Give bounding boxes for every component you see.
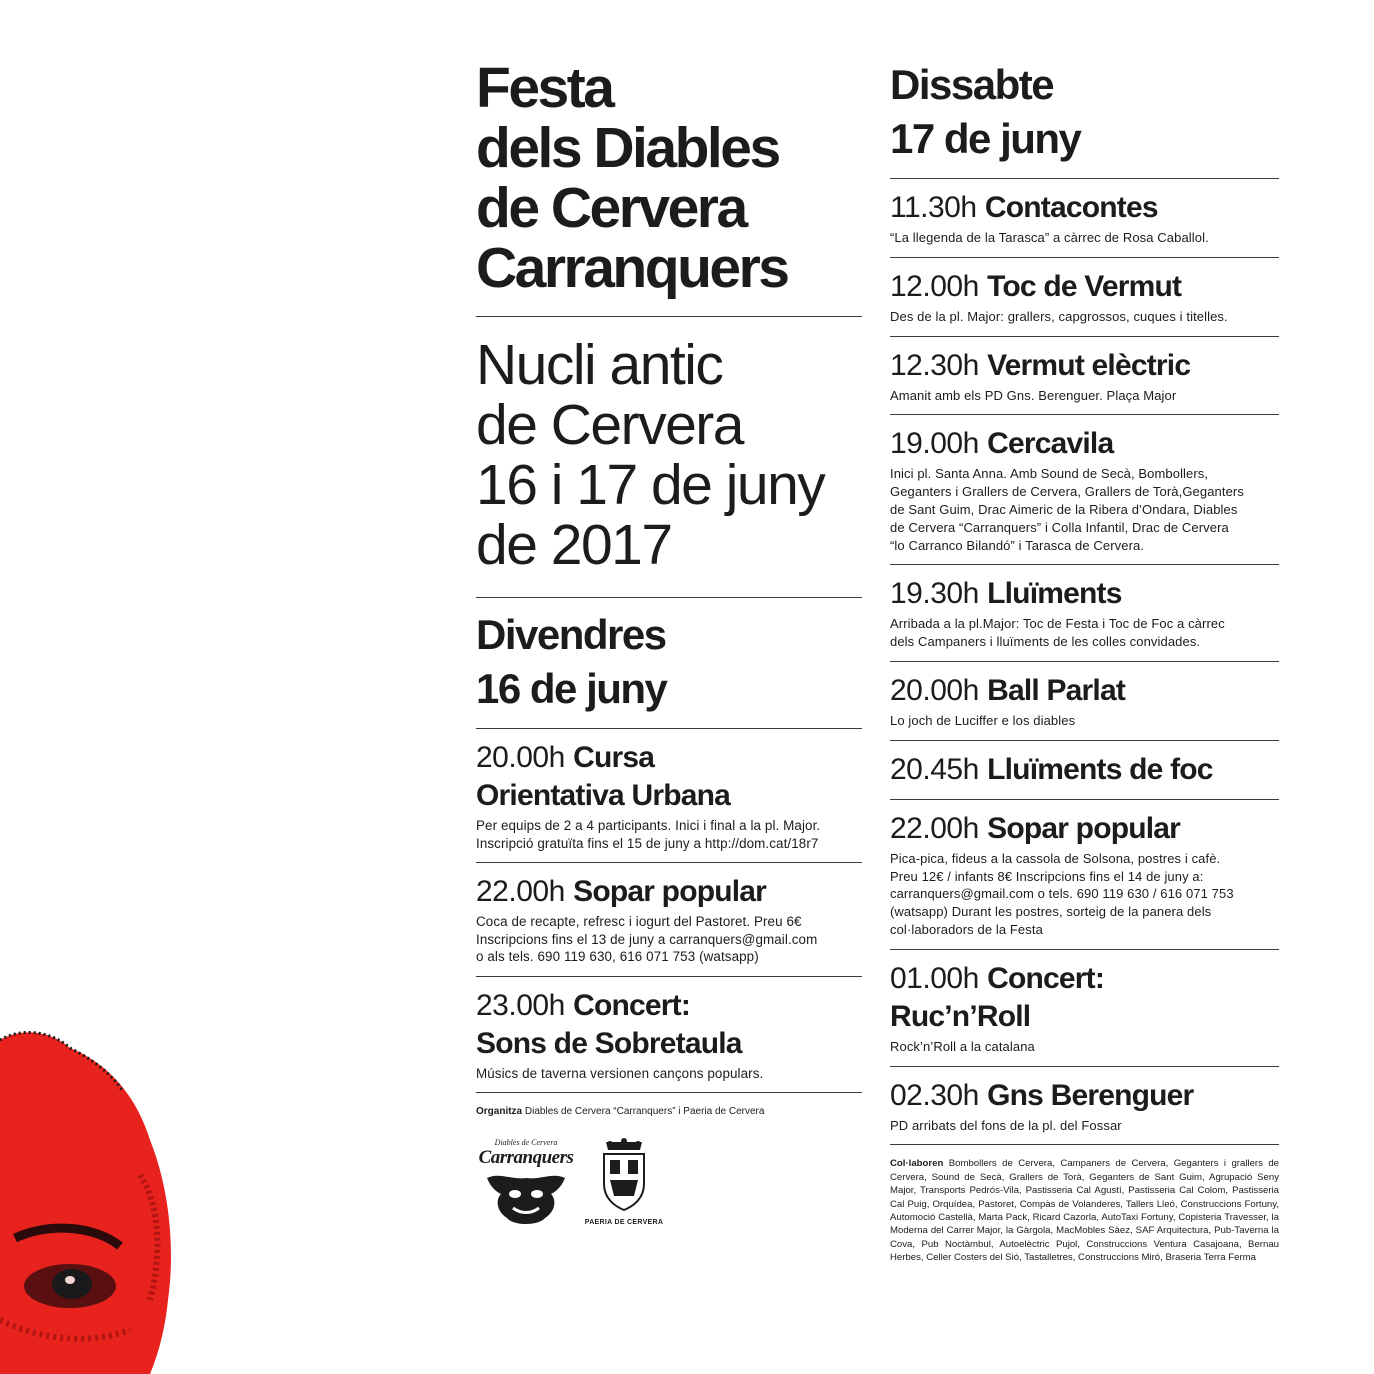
event-item: [890, 179, 1279, 257]
description-line: Des de la pl. Major: grallers, capgrossos, cuques i titelles.: [890, 308, 1228, 324]
event-name: Contacontes: [984, 191, 1158, 224]
event-heading: [890, 960, 1279, 998]
description-line: Inscripcions fins el 13 de juny a carranquers@gmail.com: [476, 931, 818, 947]
description-line: Músics de taverna versionen cançons populars.: [476, 1065, 764, 1081]
coat-of-arms-icon: [596, 1138, 652, 1212]
event-item: [890, 662, 1279, 740]
description-line: Inici pl. Santa Anna. Amb Sound de Secà, Bombollers,: [890, 466, 1209, 482]
event-description: [890, 229, 1279, 247]
event-name: Concert:: [987, 961, 1105, 995]
event-heading: [890, 575, 1279, 613]
event-item: [890, 258, 1279, 336]
subtitle-line: de Cervera: [476, 393, 743, 457]
event-item: [890, 415, 1279, 564]
left-column: [476, 58, 862, 1238]
event-heading: [890, 347, 1279, 385]
divider: [476, 1092, 862, 1093]
logos: [476, 1138, 862, 1238]
description-line: Preu 12€ / infants 8€ Inscripcions fins el 14 de juny a:: [890, 868, 1204, 884]
collaborators-credit: [890, 1157, 1279, 1264]
title-line: Carranquers: [476, 236, 788, 300]
event-description: [890, 1038, 1279, 1056]
event-time: 23.00h: [476, 988, 565, 1022]
description-line: carranquers@gmail.com o tels. 690 119 630 / 616 071 753: [890, 886, 1234, 902]
event-item: [890, 337, 1279, 415]
description-line: Arribada a la pl.Major: Toc de Festa i Toc de Foc a càrrec: [890, 616, 1225, 632]
event-description: [890, 712, 1279, 730]
event-name: Cursa: [573, 741, 655, 774]
event-heading: [476, 873, 862, 911]
organizers-label: Organitza: [476, 1106, 523, 1117]
event-heading: [890, 672, 1279, 710]
event-description: [890, 1117, 1279, 1135]
event-time: 20.00h: [890, 673, 979, 707]
day-line: Divendres: [476, 611, 666, 658]
subtitle-line: 16 i 17 de juny: [476, 453, 825, 517]
event-description: [476, 1065, 862, 1083]
event-name: Lluïments de foc: [987, 752, 1213, 786]
carranquers-logo: [476, 1138, 576, 1235]
event-name: Toc de Vermut: [987, 269, 1182, 303]
devil-face-illustration: [0, 1000, 190, 1374]
event-time: 12.00h: [890, 269, 979, 303]
event-item: [890, 800, 1279, 949]
collaborators-label: Col·laboren: [890, 1158, 944, 1170]
description-line: “lo Carranco Bilandó” i Tarasca de Cervera.: [890, 537, 1145, 553]
event-name: Orientativa Urbana: [476, 779, 731, 812]
event-description: [890, 615, 1279, 651]
description-line: Lo joch de Luciffer e los diables: [890, 712, 1076, 728]
event-item: [890, 565, 1279, 661]
logo-big-text: Carranquers: [478, 1147, 574, 1168]
subtitle-line: de 2017: [476, 513, 672, 577]
description-line: Rock’n’Roll a la catalana: [890, 1038, 1035, 1054]
event-heading: [476, 987, 862, 1025]
event-name: Lluïments: [987, 577, 1122, 611]
event-name: Ruc’n’Roll: [890, 999, 1031, 1033]
event-time: 20.00h: [476, 741, 565, 774]
description-line: o als tels. 690 119 630, 616 071 753 (watsapp): [476, 949, 759, 964]
event-item: [890, 741, 1279, 799]
event-heading: [890, 189, 1279, 227]
collaborators-text: Bombollers de Cervera, Campaners de Cervera, Geganters i grallers de Cervera, Sound de Secà, Grallers de Torà, Geganters de Sant Guim, Agrupació Seny Major, Transports Pedrós-Vila, Pastisseria Cal Agustí, Pastisseria Cal Colom, Pastisseria Cal Puig, Orquídea, Pastoret, Compàs de Volanderes, Tallers Lleó, Construccions Fortuny, Automoció Castellà, Marta Pack, Ricard Cazorla, AutoTaxi Fortuny, Copisteria Travesser, la Moderna del Carrer Major, la Gàrgola, MacMobles Sàez, SAF Arquitectura, Pub-Taverna la Cova, Pub Noctàmbul, Autoelèctric Pujol, Construccions Ventura Casajoana, Bernau Herbes, Celler Costers del Sió, Tastalletres, Construccions Miró, Braseria Terra Ferma: [890, 1158, 1279, 1264]
event-item: [476, 863, 862, 976]
description-line: Amanit amb els PD Gns. Berenguer. Plaça Major: [890, 387, 1177, 403]
organizers-credit: [476, 1105, 862, 1118]
title-line: dels Diables: [476, 116, 779, 180]
paeria-caption: PAERIA DE CERVERA: [584, 1219, 664, 1226]
event-description: [476, 913, 862, 966]
event-heading: [890, 751, 1279, 789]
event-description: [890, 850, 1279, 939]
description-line: Pica-pica, fideus a la cassola de Solsona, postres i cafè.: [890, 850, 1221, 866]
description-line: (watsapp) Durant les postres, sorteig de la panera dels: [890, 904, 1212, 920]
event-time: 11.30h: [890, 191, 977, 224]
devil-mask-icon: [481, 1168, 571, 1230]
event-name: Vermut elèctric: [987, 348, 1191, 382]
event-description: [476, 817, 862, 852]
event-time: 22.00h: [476, 875, 565, 908]
saturday-heading: [890, 58, 1279, 178]
event-name: Sopar popular: [573, 875, 767, 908]
venue-date: [476, 317, 862, 597]
event-heading: [890, 425, 1279, 463]
day-line: Dissabte: [890, 61, 1054, 108]
event-description: [890, 465, 1279, 554]
description-line: Coca de recapte, refresc i iogurt del Pastoret. Preu 6€: [476, 914, 802, 929]
event-name: Ball Parlat: [987, 673, 1126, 707]
title-line: de Cervera: [476, 176, 746, 240]
organizers-text: Diables de Cervera “Carranquers” i Paeria de Cervera: [524, 1106, 765, 1117]
friday-heading: [476, 598, 862, 728]
event-time: 01.00h: [890, 961, 979, 995]
title-line: Festa: [476, 56, 613, 120]
event-heading: [890, 268, 1279, 306]
festival-title: [476, 58, 862, 316]
description-line: de Cervera “Carranquers” i Colla Infantil, Drac de Cervera: [890, 519, 1229, 535]
event-heading: [890, 810, 1279, 848]
event-heading: [890, 1077, 1279, 1115]
event-time: 20.45h: [890, 752, 979, 786]
event-item: [476, 977, 862, 1093]
event-item: [890, 1067, 1279, 1145]
description-line: “La llegenda de la Tarasca” a càrrec de Rosa Caballol.: [890, 230, 1209, 245]
event-item: [890, 950, 1279, 1066]
logo-small-text: Diables de Cervera: [494, 1138, 558, 1147]
description-line: PD arribats del fons de la pl. del Fossar: [890, 1117, 1122, 1133]
event-item: [476, 729, 862, 862]
event-name: Sopar popular: [987, 811, 1181, 845]
event-description: [890, 308, 1279, 326]
event-time: 12.30h: [890, 348, 979, 382]
subtitle-line: Nucli antic: [476, 333, 723, 397]
event-time: 19.00h: [890, 427, 979, 461]
description-line: de Sant Guim, Drac Aimeric de la Ribera d’Ondara, Diables: [890, 501, 1238, 517]
paeria-logo: [584, 1138, 664, 1226]
event-heading: [476, 739, 862, 777]
right-column: [890, 58, 1279, 1265]
description-line: dels Campaners i lluïments de les colles convidades.: [890, 634, 1201, 650]
day-line: 16 de juny: [476, 665, 667, 712]
event-time: 22.00h: [890, 811, 979, 845]
description-line: Inscripció gratuïta fins el 15 de juny a http://dom.cat/18r7: [476, 835, 819, 851]
event-name: Cercavila: [987, 427, 1114, 461]
event-time: 02.30h: [890, 1078, 979, 1112]
day-line: 17 de juny: [890, 115, 1081, 162]
description-line: Geganters i Grallers de Cervera, Grallers de Torà,Geganters: [890, 484, 1244, 500]
description-line: col·laboradors de la Festa: [890, 921, 1043, 937]
event-time: 19.30h: [890, 577, 979, 611]
event-name: Sons de Sobretaula: [476, 1026, 742, 1060]
description-line: Per equips de 2 a 4 participants. Inici i final a la pl. Major.: [476, 818, 821, 833]
divider: [890, 1144, 1279, 1145]
event-name: Concert:: [573, 988, 691, 1022]
event-name: Gns Berenguer: [987, 1078, 1194, 1112]
event-description: [890, 387, 1279, 405]
